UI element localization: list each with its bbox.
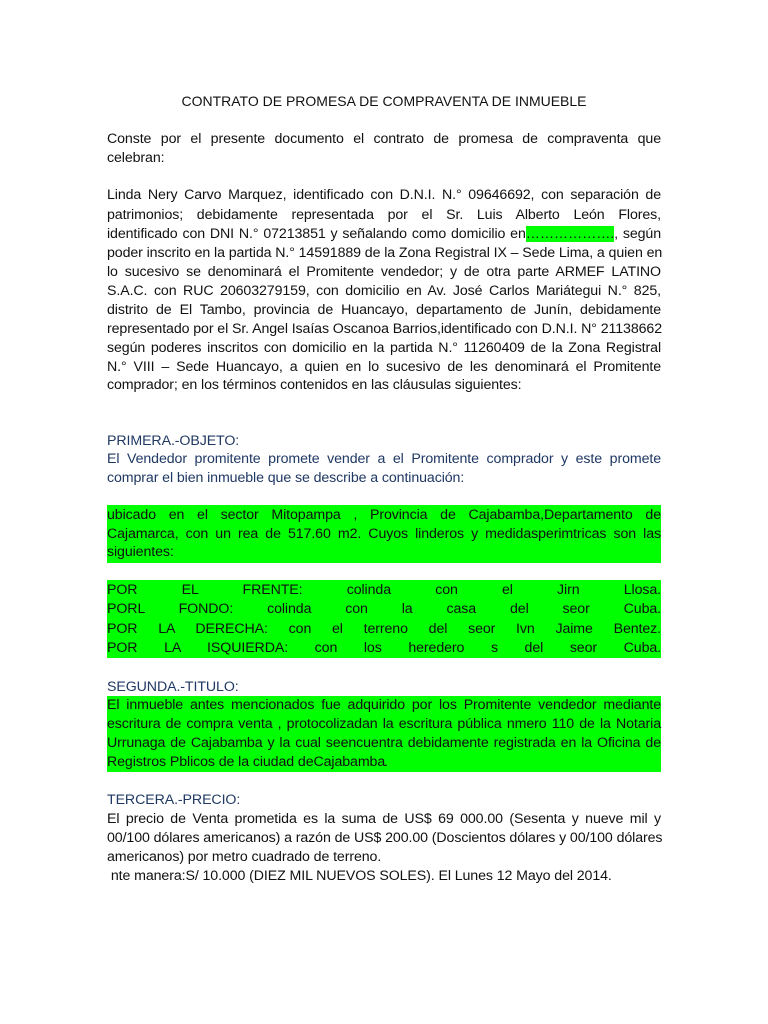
- parties-text: , según: [614, 226, 661, 242]
- parties-line: N.° VIII – Sede Huancayo, a quien en lo sucesivo de les denominará el Promitente: [107, 359, 661, 375]
- location-highlight: [107, 505, 661, 563]
- parties-text: identificado con DNI N.° 07213851 y señalando como domicilio en: [107, 226, 526, 242]
- primera-line: comprar el bien inmueble que se describe a continuación:: [107, 470, 465, 486]
- parties-line: representado por el Sr. Angel Isaías Oscanoa Barrios,identificado con D.N.I. N° 21138662: [107, 321, 662, 337]
- segunda-line: escritura de compra venta , protocolizadan la escritura pública nmero 110 de la Notaria: [107, 716, 661, 732]
- boundaries-highlight: [107, 580, 661, 658]
- parties-line: Linda Nery Carvo Marquez, identificado con D.N.I. N.° 09646692, con separación de: [107, 187, 661, 203]
- primera-line: El Vendedor promitente promete vender a el Promitente comprador y este promete: [107, 451, 661, 467]
- tercera-line: 00/100 dólares americanos) a razón de US$ 200.00 (Doscientos dólares y 00/100 dólares: [107, 830, 663, 846]
- segunda-line: Registros Pblicos de la ciudad deCajabamba: [107, 754, 386, 770]
- location-line: siguientes:: [107, 544, 174, 560]
- intro-line: Conste por el presente documento el contrato de promesa de compraventa que: [107, 131, 661, 147]
- boundary-line: POR EL FRENTE: colinda con el Jirn Llosa.: [107, 582, 661, 598]
- location-line: ubicado en el sector Mitopampa , Provincia de Cajabamba,Departamento de: [107, 507, 661, 523]
- document-title: CONTRATO DE PROMESA DE COMPRAVENTA DE INMUEBLE: [181, 93, 587, 109]
- section-heading-segunda: SEGUNDA.-TITULO:: [107, 679, 239, 695]
- parties-line: lo sucesivo se denominará el Promitente vendedor; y de otra parte ARMEF LATINO: [107, 264, 661, 280]
- parties-line: distrito de El Tambo, provincia de Huancayo, departamento de Junín, debidamente: [107, 302, 661, 318]
- location-line: Cajamarca, con un rea de 517.60 m2. Cuyos linderos y medidasperimtricas son las: [107, 526, 661, 542]
- section-heading-tercera: TERCERA.-PRECIO:: [107, 792, 241, 808]
- intro-line: celebran:: [107, 150, 165, 166]
- parties-line: según poderes inscritos con domicilio en la partida N.° 11260409 de la Zona Registral: [107, 340, 661, 356]
- section-heading-primera: PRIMERA.-OBJETO:: [107, 433, 240, 449]
- parties-line: comprador; en los términos contenidos en las cláusulas siguientes:: [107, 377, 522, 393]
- address-placeholder-highlight: ……………….: [525, 226, 615, 242]
- parties-line: [107, 225, 661, 244]
- parties-line: patrimonios; debidamente representada por el Sr. Luis Alberto León Flores,: [107, 207, 661, 223]
- tercera-line: americanos) por metro cuadrado de terreno.: [107, 849, 382, 865]
- parties-line: S.A.C. con RUC 20603279159, con domicilio en Av. José Carlos Mariátegui N.° 825,: [107, 283, 661, 299]
- tercera-line: El precio de Venta prometida es la suma de US$ 69 000.00 (Sesenta y nueve mil y: [107, 811, 661, 827]
- parties-line: poder inscrito en la partida N.° 14591889 de la Zona Registral IX – Sede Lima, a quien en: [107, 245, 663, 261]
- boundary-line: PORL FONDO: colinda con la casa del seor Cuba.: [107, 601, 661, 617]
- segunda-line: Urrunaga de Cajabamba y la cual seencuentra debidamente registrada en la Oficina de: [107, 735, 661, 751]
- segunda-period: .: [384, 754, 388, 770]
- tercera-line: nte manera:S/ 10.000 (DIEZ MIL NUEVOS SOLES). El Lunes 12 Mayo del 2014.: [107, 868, 612, 884]
- boundary-line: POR LA ISQUIERDA: con los heredero s del seor Cuba.: [107, 640, 661, 656]
- boundary-line: POR LA DERECHA: con el terreno del seor Ivn Jaime Bentez.: [107, 621, 661, 637]
- segunda-line: El inmueble antes mencionados fue adquirido por los Promitente vendedor mediante: [107, 697, 661, 713]
